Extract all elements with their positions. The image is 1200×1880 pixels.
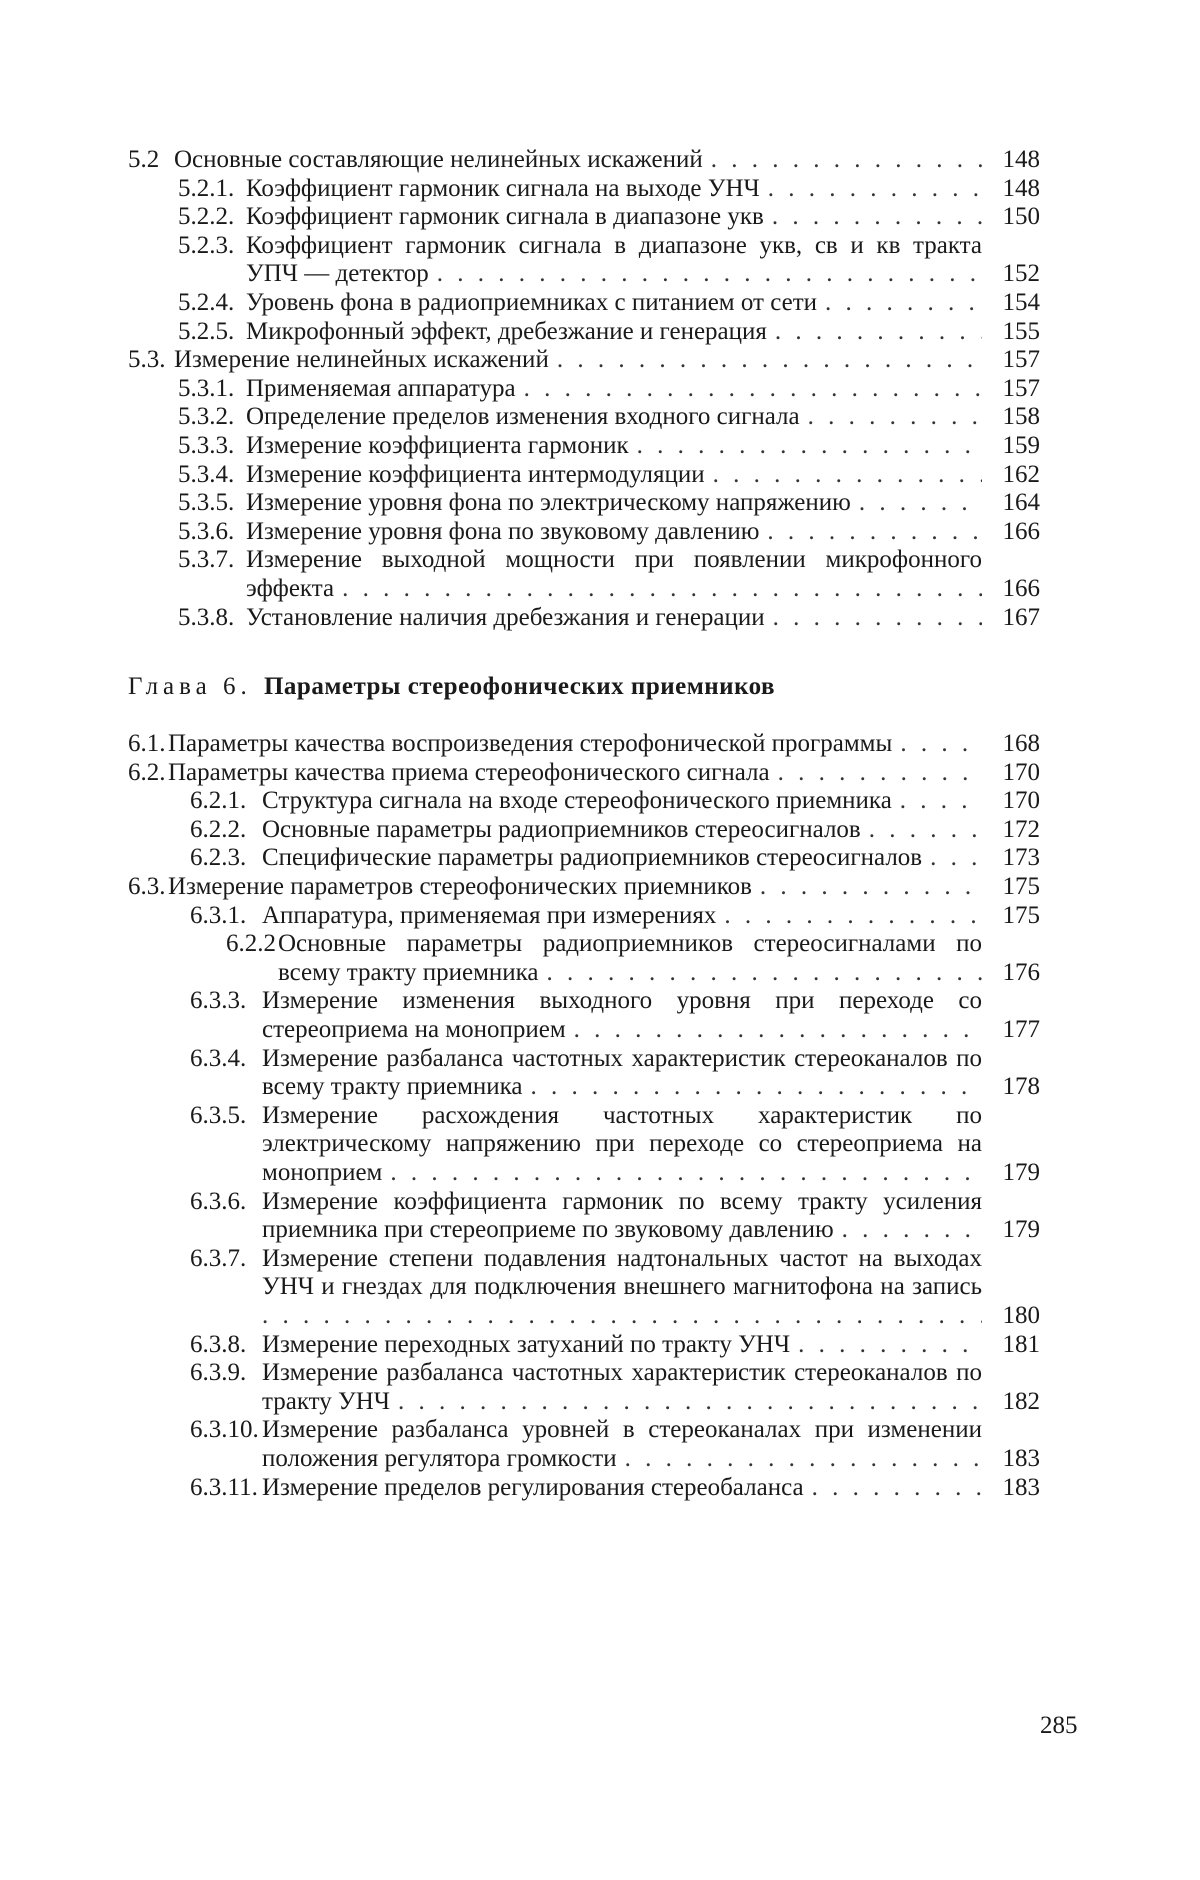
toc-entry-number: 5.3.: [128, 346, 166, 374]
toc-entry: [128, 759, 1040, 788]
chapter-title: Параметры стереофонических приемников: [263, 673, 776, 701]
toc-entry-number: 5.3.5.: [178, 489, 235, 517]
toc-entry-title: Параметры качества воспроизведения стерофонической программы: [168, 730, 893, 758]
toc-entry-title: Измерение разбаланса частотных характеристик стереоканалов по всему тракту приемника: [262, 1044, 982, 1101]
toc-leader-dots: [930, 844, 982, 873]
toc-entry-number: 5.2.3.: [178, 231, 235, 259]
toc-entry-title: Аппаратура, применяемая при измерениях: [262, 901, 717, 929]
toc-entry: [128, 930, 1040, 987]
toc-entry-page: 166: [1002, 517, 1040, 545]
toc-leader-dots: [262, 1302, 982, 1331]
toc-leader-dots: [398, 1388, 982, 1417]
toc-entry-page: 178: [1002, 1073, 1040, 1101]
toc-entry-page: 170: [1002, 758, 1040, 786]
toc-leader-dots: [711, 146, 982, 175]
toc-leader-dots: [760, 873, 982, 902]
toc-leader-dots: [900, 730, 982, 759]
toc-entry-number: 5.2: [128, 146, 160, 173]
toc-entry-page: 175: [1002, 901, 1040, 929]
toc-entry: [128, 518, 1040, 547]
toc-entry-number: 6.2.1.: [190, 787, 247, 815]
toc-entry-title: Измерение изменения выходного уровня при переходе со стереоприема на моноприем: [262, 987, 982, 1044]
toc-entry-page: 158: [1002, 403, 1040, 431]
toc-entry-number: 6.2.3.: [190, 844, 247, 872]
toc-entry-page: 179: [1002, 1216, 1040, 1244]
toc-entry: [128, 318, 1040, 347]
toc-entry-number: 6.3.: [128, 873, 166, 901]
toc-leader-dots: [812, 1474, 982, 1503]
toc-entry-title: Измерение уровня фона по электрическому напряжению: [246, 489, 851, 517]
toc-entry-number: 5.2.4.: [178, 288, 235, 316]
toc-entry-title: Измерение коэффициента гармоник по всему тракту усиления приемника при стереоприеме по звуковому давлению: [262, 1187, 982, 1244]
chapter-label: Глава 6.: [128, 673, 252, 701]
toc-entry-page: 150: [1002, 203, 1040, 231]
toc-entry-number: 5.3.4.: [178, 460, 235, 488]
toc-entry-title: Основные составляющие нелинейных искажений: [174, 146, 703, 173]
toc-entry: [128, 461, 1040, 490]
toc-entry-page: 183: [1002, 1473, 1040, 1501]
toc-entry-title: Измерение коэффициента гармоник: [246, 431, 629, 459]
toc-entry: [128, 232, 1040, 289]
toc-entry-title: Измерение степени подавления надтональных частот на выходах УНЧ и гнездах для подключения внешнего магнитофона на запись: [262, 1244, 982, 1301]
toc-entry: [128, 604, 1040, 633]
toc-leader-dots: [437, 260, 982, 289]
toc-entry-number: 6.3.8.: [190, 1330, 247, 1358]
toc-entry-title: Основные параметры радиоприемников стереосигналов: [262, 815, 861, 843]
toc-entry: [128, 873, 1040, 902]
toc-entry-title: Измерение параметров стереофонических приемников: [168, 873, 752, 901]
toc-entry: [128, 787, 1040, 816]
toc-entry-title: Параметры качества приема стереофонического сигнала: [168, 758, 770, 786]
toc-entry-title: Основные параметры радиоприемников стереосигналами по всему тракту приемника: [278, 930, 982, 986]
toc-entry: [128, 730, 1040, 759]
toc-entry-title: Измерение расхождения частотных характеристик по электрическому напряжению при переходе со стереоприема на моноприем: [262, 1101, 982, 1186]
toc-entry-number: 6.1.: [128, 730, 166, 758]
toc-entry-page: 179: [1002, 1159, 1040, 1186]
toc-entry-title: Измерение переходных затуханий по тракту УНЧ: [262, 1330, 791, 1358]
toc-entry: [128, 203, 1040, 232]
toc-entry-number: 6.3.10.: [190, 1416, 259, 1444]
toc-entry: [128, 902, 1040, 931]
toc-entry-page: 159: [1002, 431, 1040, 459]
toc-entry-title: Специфические параметры радиоприемников стереосигналов: [262, 844, 923, 872]
toc-entry: [128, 1102, 1040, 1188]
toc-entry: [128, 432, 1040, 461]
toc-leader-dots: [767, 518, 982, 547]
toc-entry-page: 154: [1002, 288, 1040, 316]
toc-leader-dots: [557, 346, 982, 375]
toc-section-6: [128, 730, 1040, 1502]
toc-entry: [128, 146, 1040, 175]
toc-leader-dots: [808, 403, 982, 432]
toc-entry-page: 180: [1002, 1301, 1040, 1329]
toc-entry: [128, 1045, 1040, 1102]
toc-entry-title: Измерение выходной мощности при появлении микрофонного эффекта: [246, 546, 982, 602]
toc-entry-title: Определение пределов изменения входного сигнала: [246, 403, 800, 431]
toc-entry-page: 175: [1002, 873, 1040, 901]
toc-entry: [128, 375, 1040, 404]
toc-leader-dots: [574, 1016, 982, 1045]
toc-entry-title: Измерение разбаланса частотных характеристик стереоканалов по тракту УНЧ: [262, 1359, 982, 1415]
toc-entry: [128, 1474, 1040, 1503]
toc-entry-page: 173: [1002, 844, 1040, 872]
toc-leader-dots: [859, 489, 982, 518]
toc-leader-dots: [547, 959, 982, 988]
toc-entry-number: 5.2.2.: [178, 203, 235, 231]
toc-entry-title: Коэффициент гармоник сигнала на выходе УНЧ: [246, 174, 760, 202]
toc-leader-dots: [342, 575, 982, 604]
toc-entry-page: 167: [1002, 603, 1040, 631]
toc-leader-dots: [775, 318, 982, 347]
toc-entry-number: 6.2.2: [226, 930, 276, 958]
toc-entry-title: Измерение уровня фона по звуковому давлению: [246, 517, 760, 545]
toc-entry: [128, 1359, 1040, 1416]
toc-entry: [128, 175, 1040, 204]
toc-entry: [128, 1245, 1040, 1331]
toc-entry-page: 157: [1002, 374, 1040, 402]
toc-entry-page: 164: [1002, 489, 1040, 517]
toc-entry-page: 181: [1002, 1330, 1040, 1358]
toc-entry-number: 5.3.1.: [178, 374, 235, 402]
toc-entry: [128, 987, 1040, 1044]
toc-entry-number: 6.3.7.: [190, 1244, 247, 1272]
toc-entry-page: 148: [1002, 146, 1040, 173]
toc-entry: [128, 816, 1040, 845]
toc-entry-number: 5.2.5.: [178, 317, 235, 345]
toc-entry: [128, 403, 1040, 432]
toc-leader-dots: [825, 289, 982, 318]
toc-leader-dots: [625, 1445, 982, 1474]
toc-entry-number: 6.3.9.: [190, 1359, 247, 1387]
toc-leader-dots: [713, 461, 982, 490]
toc-entry-title: Микрофонный эффект, дребезжание и генерация: [246, 317, 767, 345]
toc-leader-dots: [869, 816, 982, 845]
toc-entry-page: 182: [1002, 1387, 1040, 1415]
toc-leader-dots: [773, 604, 982, 633]
toc-entry-title: Структура сигнала на входе стереофонического приемника: [262, 787, 892, 815]
toc-leader-dots: [531, 1073, 982, 1102]
toc-entry-title: Уровень фона в радиоприемниках с питанием от сети: [246, 288, 818, 316]
toc-entry-title: Измерение разбаланса уровней в стереоканалах при изменении положения регулятора громкости: [262, 1416, 982, 1472]
toc-leader-dots: [524, 375, 982, 404]
toc-leader-dots: [900, 787, 982, 816]
page-number: 285: [1040, 1712, 1078, 1739]
toc-leader-dots: [724, 902, 982, 931]
toc-entry-number: 6.3.1.: [190, 901, 247, 929]
toc-leader-dots: [778, 759, 982, 788]
toc-entry-title: Измерение коэффициента интермодуляции: [246, 460, 705, 488]
toc-entry-number: 5.3.7.: [178, 546, 235, 574]
toc-entry-number: 6.2.: [128, 758, 166, 786]
toc-leader-dots: [768, 175, 982, 204]
toc-entry-title: Применяемая аппаратура: [246, 374, 516, 402]
toc-entry: [128, 489, 1040, 518]
toc-entry-number: 6.3.3.: [190, 987, 247, 1015]
toc-leader-dots: [637, 432, 982, 461]
toc-entry-number: 6.3.4.: [190, 1044, 247, 1072]
toc-entry-title: Измерение нелинейных искажений: [174, 346, 549, 374]
toc-entry: [128, 546, 1040, 603]
toc-entry-number: 6.3.11.: [190, 1473, 258, 1501]
toc-entry: [128, 1331, 1040, 1360]
table-of-contents: [128, 146, 1040, 1502]
toc-section-5: [128, 146, 1040, 632]
toc-entry-number: 5.3.3.: [178, 431, 235, 459]
toc-leader-dots: [798, 1331, 982, 1360]
toc-entry-page: 168: [1002, 730, 1040, 758]
toc-entry-page: 172: [1002, 815, 1040, 843]
toc-entry-number: 6.3.6.: [190, 1187, 247, 1215]
toc-entry-page: 166: [1002, 574, 1040, 602]
toc-entry-page: 170: [1002, 787, 1040, 815]
toc-entry-title: Коэффициент гармоник сигнала в диапазоне укв, св и кв тракта УПЧ — детектор: [246, 231, 982, 288]
toc-entry: [128, 844, 1040, 873]
toc-entry: [128, 346, 1040, 375]
toc-entry-number: 6.2.2.: [190, 815, 247, 843]
toc-entry-page: 152: [1002, 260, 1040, 288]
toc-entry-page: 183: [1002, 1444, 1040, 1472]
toc-entry-page: 162: [1002, 460, 1040, 488]
toc-entry-page: 155: [1002, 317, 1040, 345]
toc-entry-page: 148: [1002, 174, 1040, 202]
toc-entry-number: 5.2.1.: [178, 174, 235, 202]
toc-leader-dots: [390, 1159, 982, 1188]
toc-entry-number: 5.3.8.: [178, 603, 235, 631]
toc-entry-page: 157: [1002, 346, 1040, 374]
toc-entry: [128, 1416, 1040, 1473]
toc-entry-title: Коэффициент гармоник сигнала в диапазоне укв: [246, 203, 764, 231]
toc-entry-page: 177: [1002, 1016, 1040, 1044]
toc-leader-dots: [772, 203, 982, 232]
toc-entry-page: 176: [1002, 958, 1040, 986]
toc-entry-title: Измерение пределов регулирования стереобаланса: [262, 1473, 804, 1501]
chapter-heading: [128, 672, 1040, 702]
toc-leader-dots: [842, 1216, 982, 1245]
toc-entry-title: Установление наличия дребезжания и генерации: [246, 603, 765, 631]
toc-entry-number: 6.3.5.: [190, 1101, 247, 1129]
toc-entry: [128, 1188, 1040, 1245]
toc-entry-number: 5.3.6.: [178, 517, 235, 545]
toc-entry: [128, 289, 1040, 318]
toc-entry-number: 5.3.2.: [178, 403, 235, 431]
